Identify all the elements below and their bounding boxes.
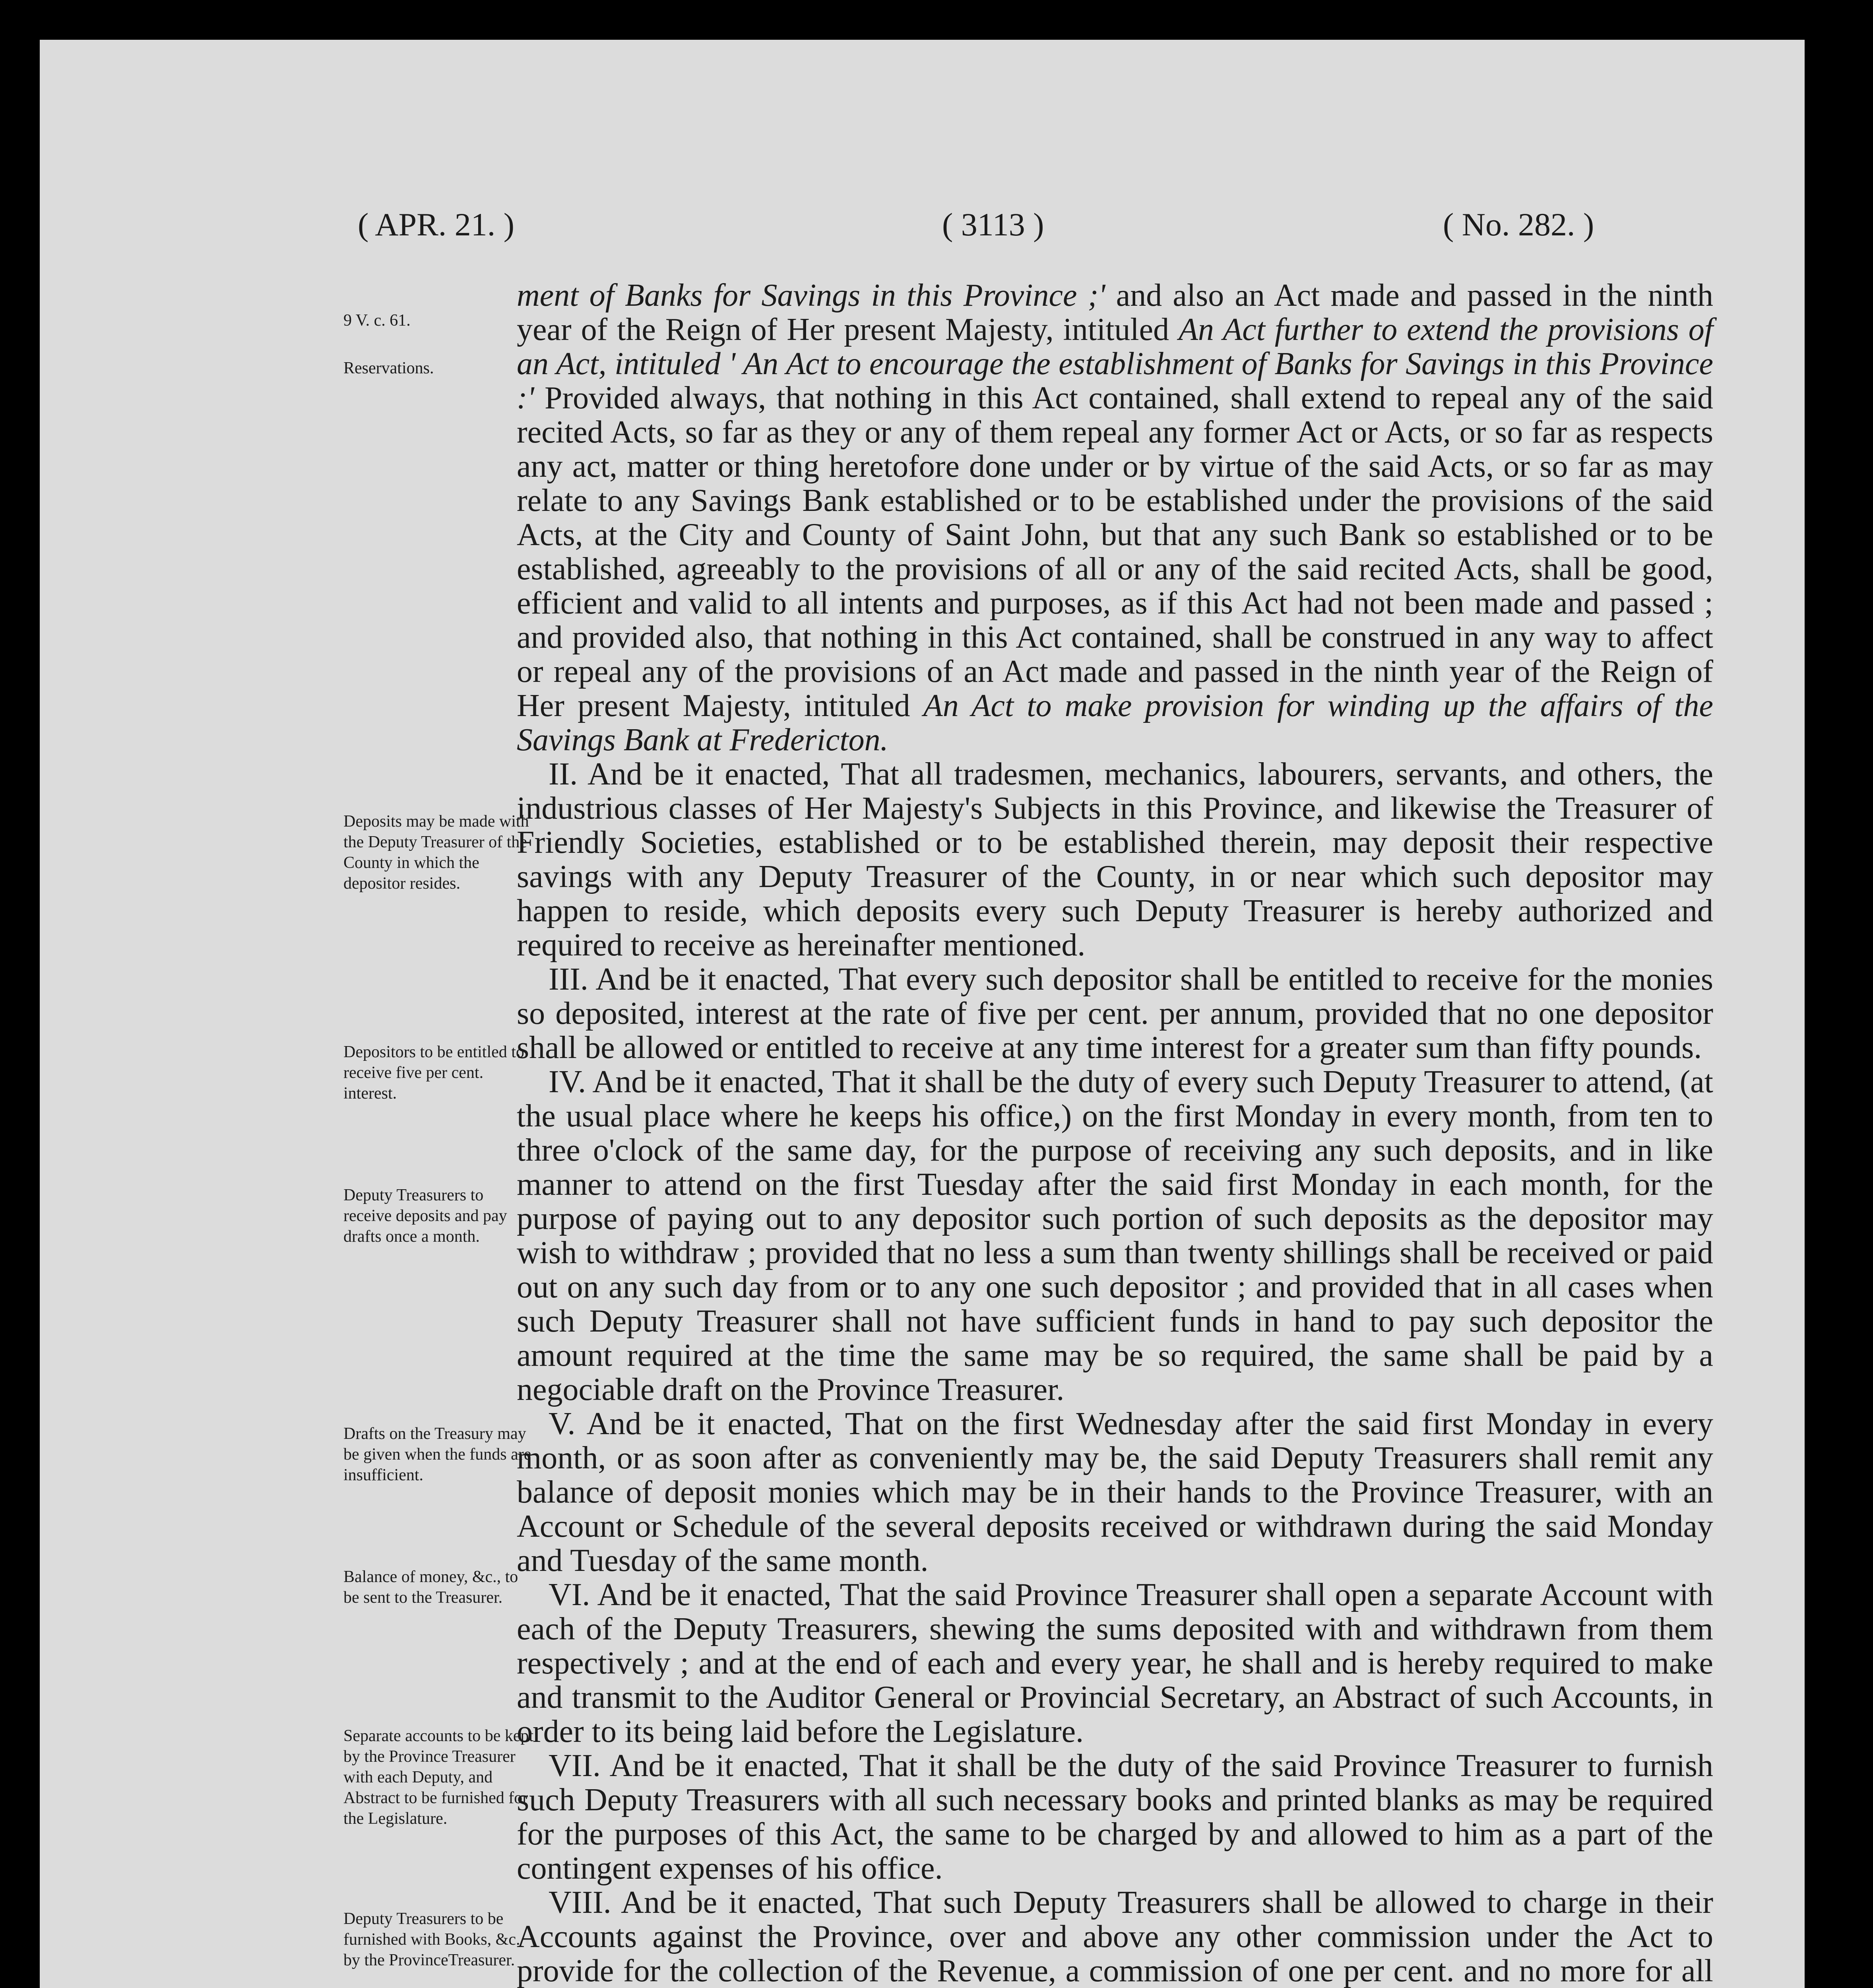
section-8: VIII. And be it enacted, That such Deputy Treasurers shall be allowed to charge in their Accounts against the Province, over and above any other commission under the Act to provide for the collection of the Revenue, a commission of one per cent. and no more for all: [517, 1885, 1713, 1988]
margin-note-interest: Depositors to be entitled to receive five per cent. interest.: [343, 1043, 524, 1103]
margin-note-citation: 9 V. c. 61.: [343, 311, 411, 330]
margin-note-separate-accounts: Separate accounts to be kept by the Province Treasurer with each Deputy, and Abstract to be furnished for the Legislature.: [343, 1727, 534, 1828]
margin-note-deputy-treasurers: Deputy Treasurers to receive deposits and pay drafts once a month.: [343, 1186, 507, 1246]
italic-act-title: An Act to make provision for winding up the affairs of the Savings Bank at Fredericton.: [517, 688, 1713, 757]
margin-note-reservations: Reservations.: [343, 359, 434, 377]
section-4: IV. And be it enacted, That it shall be the duty of every such Deputy Treasurer to attend, (at the usual place where he keeps his office,) on the first Monday in every month, from ten to three o'clock of the same day, for the purpose of receiving any such deposits, and in like manner to attend on the first Tuesday after the said first Monday in each month, for the purpose of paying out to any depositor such portion of such deposits as the depositor may wish to withdraw ; provided that no less a sum than twenty shillings shall be received or paid out on any such day from or to any one such depositor ; and provided that in all cases when such Deputy Treasurer shall not have sufficient funds in hand to pay such depositor the amount required at the time the same may be so required, the same shall be paid by a negociable draft on the Province Treasurer.: [517, 1064, 1713, 1407]
paragraph-continuation: [517, 278, 1713, 757]
text-run: and also an Act made and passed in the ninth year of the Reign of Her present Majesty, intituled: [517, 278, 1714, 347]
italic-act-title: An Act further to extend the provisions of an Act, intituled ' An Act to encourage the establishment of Banks for Savings in this Province :': [517, 312, 1713, 415]
section-5: V. And be it enacted, That on the first Wednesday after the said first Monday in every month, or as soon after as conveniently may be, the said Deputy Treasurers shall remit any balance of deposit monies which may be in their hands to the Province Treasurer, with an Account or Schedule of the several deposits received or withdrawn during the said Monday and Tuesday of the same month.: [517, 1406, 1713, 1578]
section-6: VI. And be it enacted, That the said Province Treasurer shall open a separate Account with each of the Deputy Treasurers, shewing the sums deposited with and withdrawn from them respectively ; and at the end of each and every year, he shall and is hereby required to make and transmit to the Auditor General or Provincial Secretary, an Abstract of such Accounts, in order to its being laid before the Legislature.: [517, 1577, 1713, 1749]
margin-note-drafts: Drafts on the Treasury may be given when the funds are insufficient.: [343, 1425, 531, 1484]
margin-note-deposits: Deposits may be made with the Deputy Treasurer of the County in which the depositor resides.: [343, 812, 529, 893]
header-act-number: ( No. 282. ): [1443, 206, 1594, 243]
section-7: VII. And be it enacted, That it shall be the duty of the said Province Treasurer to furnish such Deputy Treasurers with all such necessary books and printed blanks as may be required for the purposes of this Act, the same to be charged by and allowed to him as a part of the contingent expenses of his office.: [517, 1748, 1713, 1886]
section-3: III. And be it enacted, That every such depositor shall be entitled to receive for the monies so deposited, interest at the rate of five per cent. per annum, provided that no one depositor shall be allowed or entitled to receive at any time interest for a greater sum than fifty pounds.: [517, 962, 1713, 1065]
page-header: [40, 206, 1805, 266]
act-body: [517, 278, 1713, 1988]
header-date: ( APR. 21. ): [358, 206, 515, 243]
italic-title-fragment: ment of Banks for Savings in this Province ;': [517, 278, 1105, 313]
document-page: [40, 40, 1805, 1988]
margin-note-books: Deputy Treasurers to be furnished with Books, &c. by the ProvinceTreasurer.: [343, 1910, 520, 1969]
margin-note-balance: Balance of money, &c., to be sent to the Treasurer.: [343, 1568, 518, 1607]
section-2: II. And be it enacted, That all tradesmen, mechanics, labourers, servants, and others, the industrious classes of Her Majesty's Subjects in this Province, and likewise the Treasurer of Friendly Societies, established or to be established therein, may deposit their respective savings with any Deputy Treasurer of the County, in or near which such depositor may happen to reside, which deposits every such Deputy Treasurer is hereby authorized and required to receive as hereinafter mentioned.: [517, 757, 1713, 963]
text-run: Provided always, that nothing in this Act contained, shall extend to repeal any of the said recited Acts, so far as they or any of them repeal any former Act or Acts, or so far as respects any act, matter or thing heretofore done under or by virtue of the said Acts, or so far as may relate to any Savings Bank established or to be established under the provisions of the said Acts, at the City and County of Saint John, but that any such Bank so established or to be established, agreeably to the provisions of all or any of the said recited Acts, shall be good, efficient and valid to all intents and purposes, as if this Act had not been made and passed ; and provided also, that nothing in this Act contained, shall be construed in any way to affect or repeal any of the provisions of an Act made and passed in the ninth year of the Reign of Her present Majesty, intituled: [517, 381, 1713, 723]
header-page-number: ( 3113 ): [942, 206, 1044, 243]
